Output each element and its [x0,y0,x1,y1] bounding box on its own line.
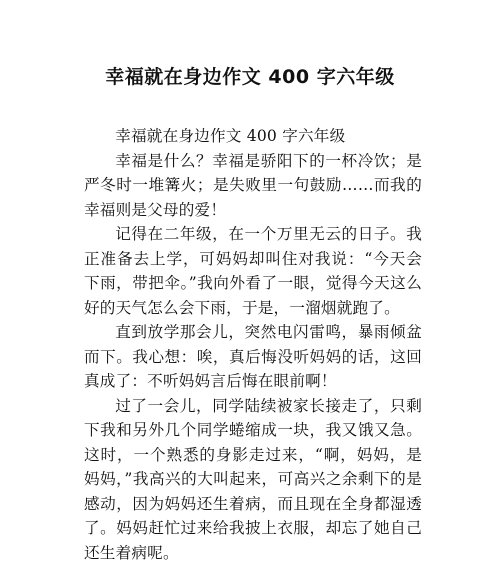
essay-paragraph: 记得在二年级，在一个万里无云的日子。我正准备去上学，可妈妈却叫住对我说：“今天会下雨，带把伞。”我向外看了一眼，觉得今天这么好的天气怎么会下雨，于是，一溜烟就跑了。 [84,225,422,317]
essay-paragraph: 幸福是什么？幸福是骄阳下的一杯冷饮；是严冬时一堆篝火；是失败里一句鼓励……而我的幸福则是父母的爱！ [84,151,422,219]
essay-paragraph: 直到放学那会儿，突然电闪雷鸣，暴雨倾盆而下。我心想：唉，真后悔没听妈妈的话，这回真成了：不听妈妈言后悔在眼前啊！ [84,323,422,390]
page-title: 幸福就在身边作文 400 字六年级 [105,66,395,88]
essay-paragraph: 过了一会儿，同学陆续被家长接走了，只剩下我和另外几个同学蜷缩成一块，我又饿又急。这时，一个熟悉的身影走过来，“啊，妈妈，是妈妈，”我高兴的大叫起来，可高兴之余剩下的是感动，因为妈妈还生着病，而且现在全身都湿透了。妈妈赶忙过来给我披上衣服，却忘了她自己还生着病呢。 [84,396,422,562]
essay-body [84,124,422,565]
essay-subtitle: 幸福就在身边作文 400 字六年级 [115,127,346,145]
